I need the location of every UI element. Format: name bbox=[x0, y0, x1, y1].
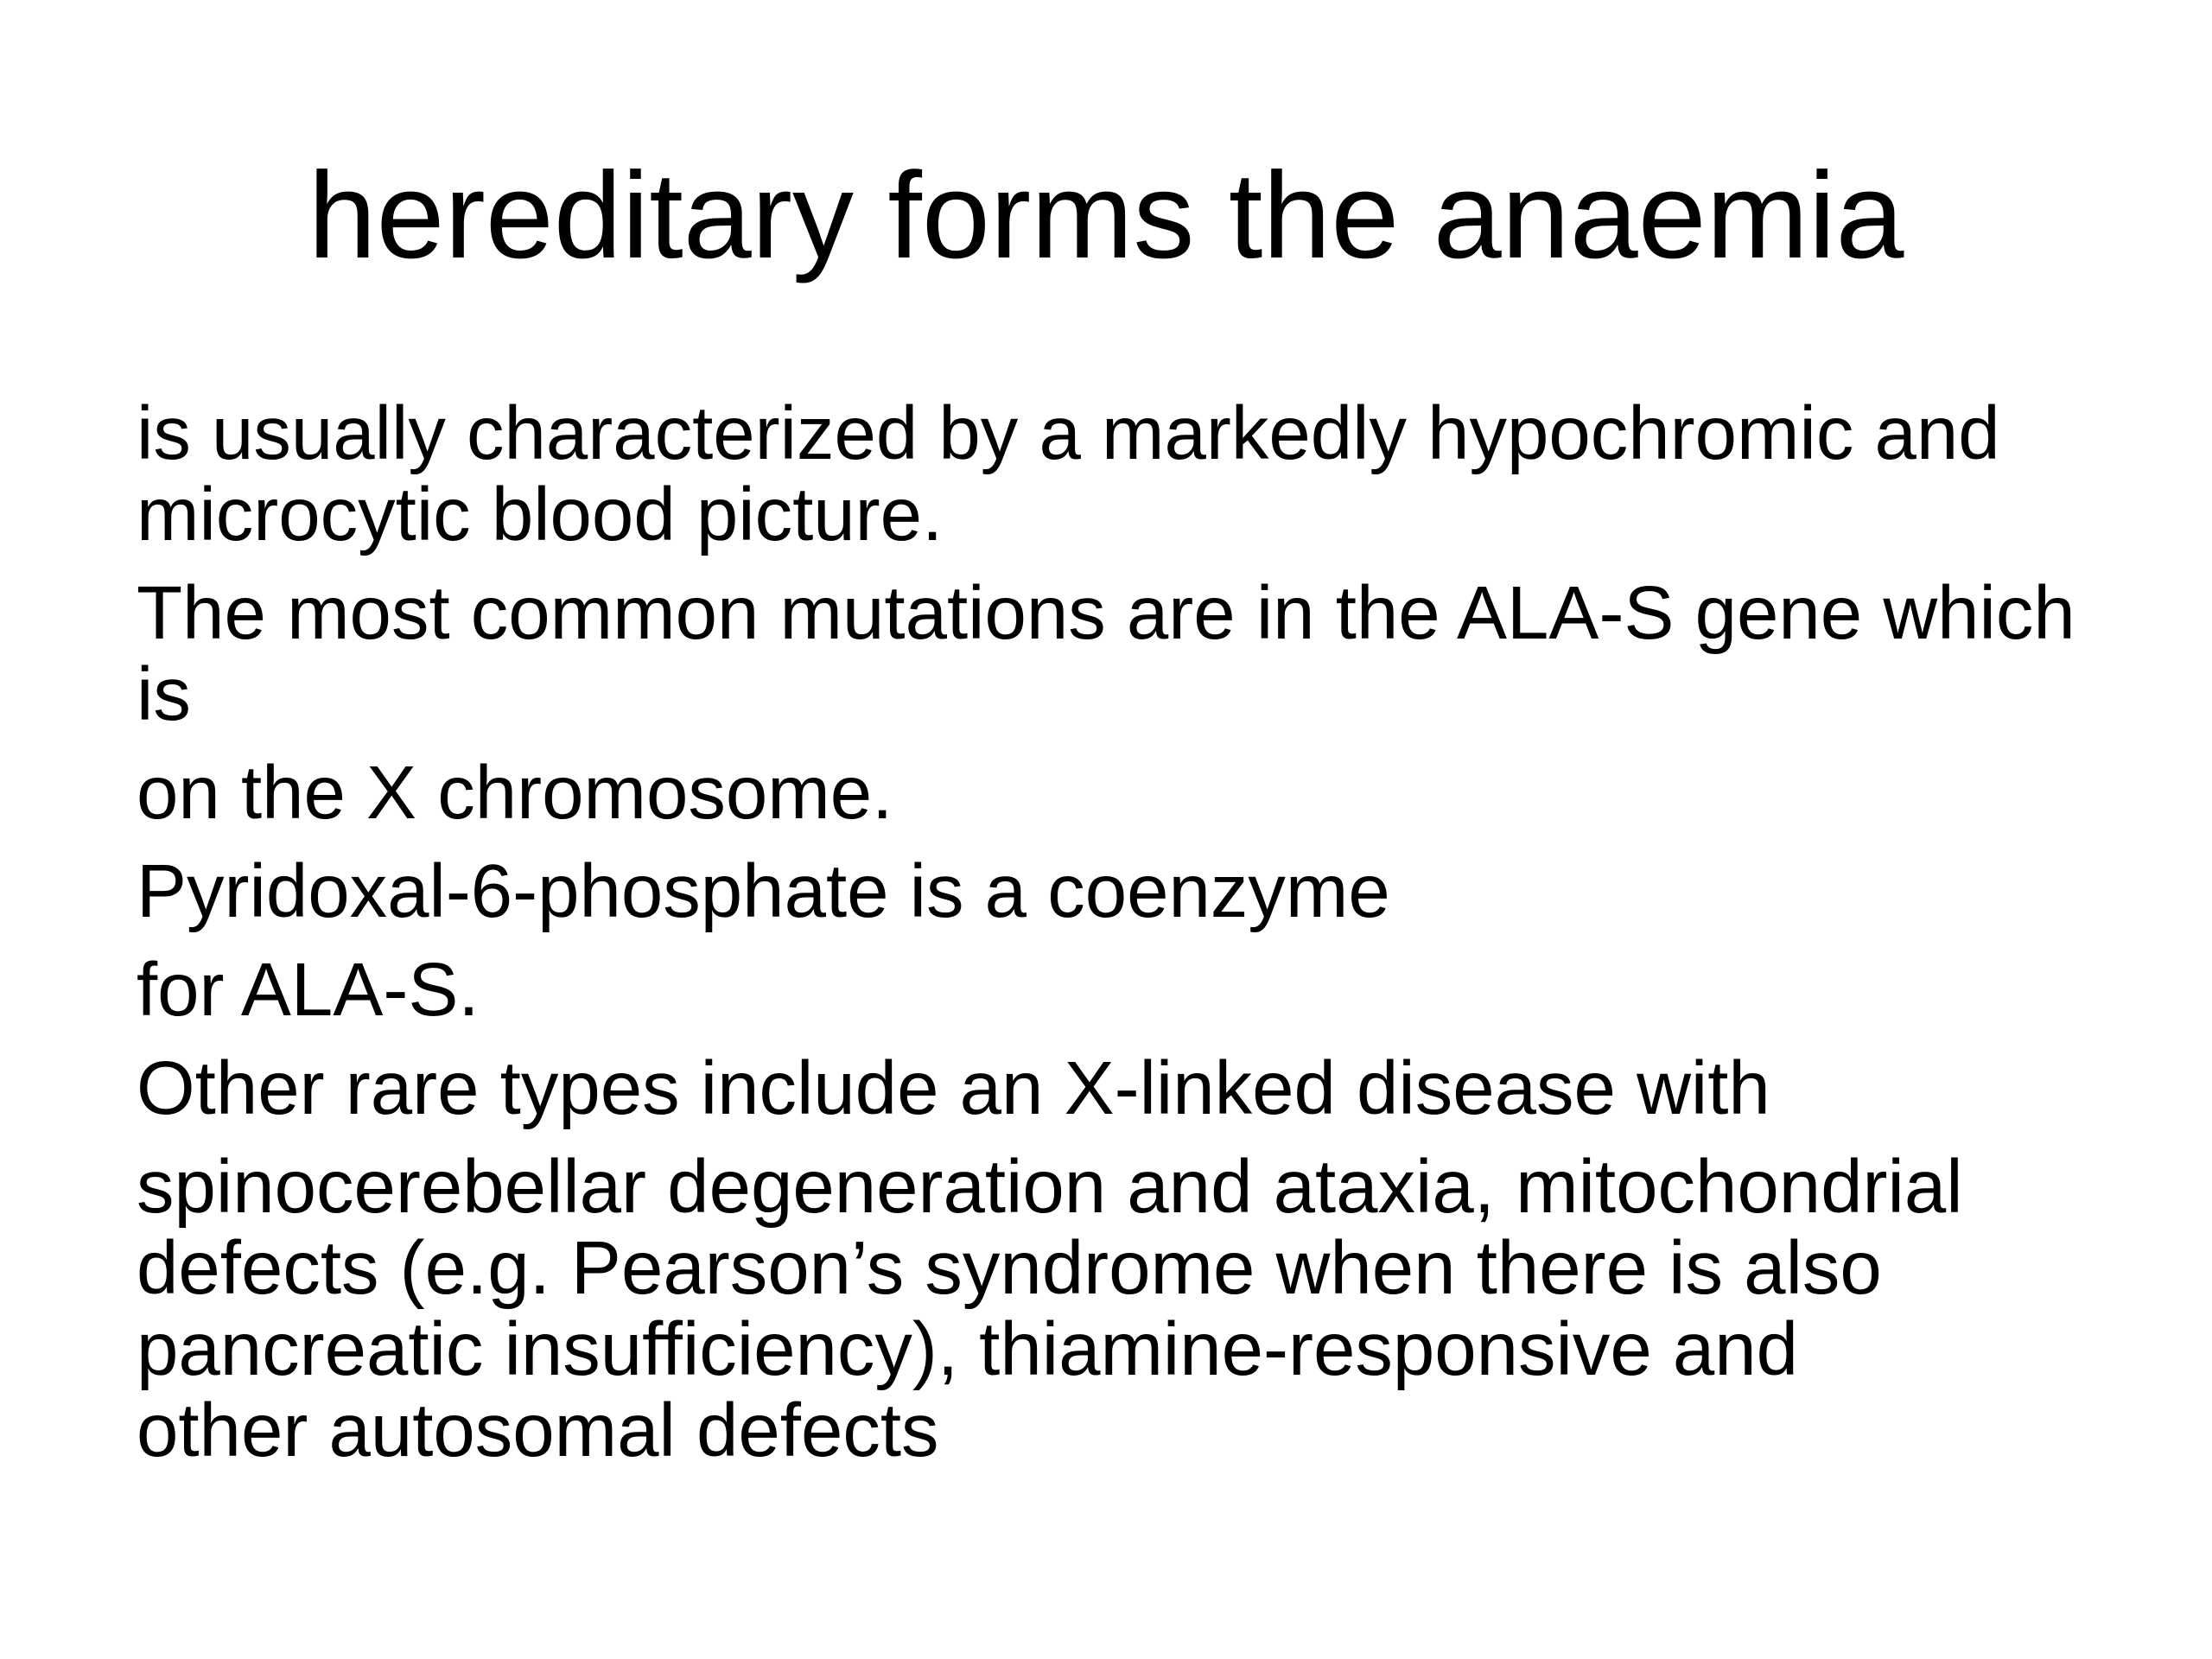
slide-body bbox=[137, 393, 2124, 1489]
text-line: microcytic blood picture. bbox=[137, 473, 944, 556]
paragraph bbox=[137, 573, 2124, 735]
text-line: pancreatic insufficiency), thiamine-responsive and bbox=[137, 1307, 1799, 1391]
text-line: Other rare types include an X-linked disease with bbox=[137, 1046, 1770, 1130]
text-line: for ALA-S. bbox=[137, 948, 480, 1032]
paragraph bbox=[137, 851, 2124, 932]
text-line: on the X chromosome. bbox=[137, 751, 893, 835]
slide-title: hereditary forms the anaemia bbox=[308, 147, 1904, 284]
text-line: is bbox=[137, 652, 191, 736]
paragraph bbox=[137, 753, 2124, 834]
text-line: defects (e.g. Pearson’s syndrome when there is also bbox=[137, 1226, 1882, 1310]
paragraph bbox=[137, 1147, 2124, 1471]
text-line: is usually characterized by a markedly hypochromic and bbox=[137, 391, 2000, 475]
paragraph bbox=[137, 393, 2124, 556]
text-line: other autosomal defects bbox=[137, 1389, 939, 1472]
text-line: The most common mutations are in the ALA-S gene which bbox=[137, 571, 2075, 655]
paragraph bbox=[137, 950, 2124, 1031]
text-line: Pyridoxal-6-phosphate is a coenzyme bbox=[137, 849, 1390, 933]
paragraph bbox=[137, 1048, 2124, 1129]
text-line: spinocerebellar degeneration and ataxia, mitochondrial bbox=[137, 1145, 1963, 1229]
